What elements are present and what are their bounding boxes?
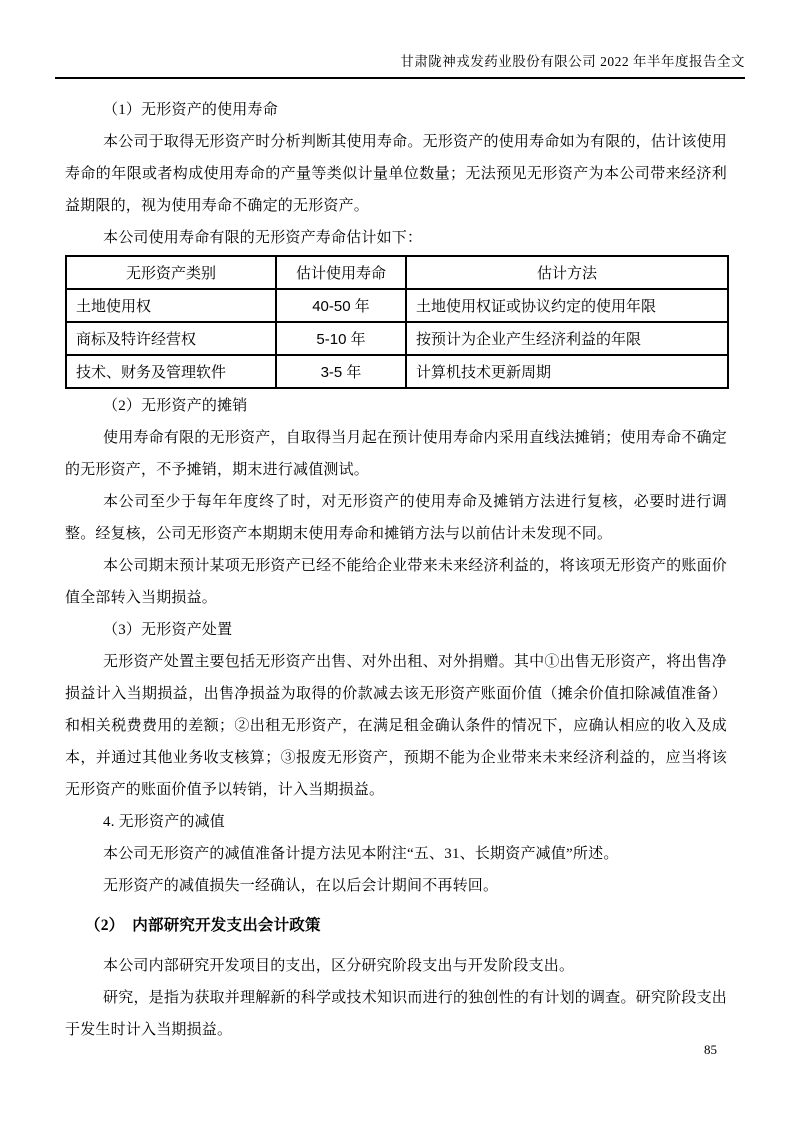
document-body [65,94,727,1046]
table-row [66,322,728,355]
table-header-row [66,256,728,289]
paragraph-impairment-1: 本公司无形资产的减值准备计提方法见本附注“五、31、长期资产减值”所述。 [103,846,619,862]
table-header-category: 无形资产类别 [66,256,276,289]
cell-category: 技术、财务及管理软件 [66,355,276,388]
cell-life: 5-10 年 [276,322,406,355]
report-header [55,50,745,79]
paragraph-rd-2: 研究，是指为获取并理解新的科学或技术知识而进行的独创性的有计划的调查。研究阶段支出于发生时计入当期损益。 [65,990,727,1038]
report-header-title: 甘肃陇神戎发药业股份有限公司 2022 年半年度报告全文 [400,54,745,69]
section-heading-rd-expenditure-policy: （2） 内部研究开发支出会计政策 [85,917,321,934]
section-heading-amortization: （2）无形资产的摊销 [103,398,248,414]
table-header-estimation-method: 估计方法 [406,256,728,289]
paragraph-useful-life-2: 本公司使用寿命有限的无形资产寿命估计如下： [103,230,423,246]
table-header-estimated-life: 估计使用寿命 [276,256,406,289]
paragraph-amortization-2: 本公司至少于每年年度终了时，对无形资产的使用寿命及摊销方法进行复核，必要时进行调整。经复核，公司无形资产本期期末使用寿命和摊销方法与以前估计未发现不同。 [65,494,727,542]
section-heading-useful-life: （1）无形资产的使用寿命 [103,102,278,118]
cell-category: 商标及特许经营权 [66,322,276,355]
cell-life: 3-5 年 [276,355,406,388]
paragraph-rd-1: 本公司内部研究开发项目的支出，区分研究阶段支出与开发阶段支出。 [103,958,575,974]
table-row [66,289,728,322]
cell-method: 计算机技术更新周期 [406,355,728,388]
section-heading-impairment: 4. 无形资产的减值 [103,814,226,830]
paragraph-useful-life-1: 本公司于取得无形资产时分析判断其使用寿命。无形资产的使用寿命如为有限的，估计该使用寿命的年限或者构成使用寿命的产量等类似计量单位数量；无法预见无形资产为本公司带来经济利益期限的，视为使用寿命不确定的无形资产。 [65,134,727,214]
intangible-assets-table [65,255,729,389]
table-row [66,355,728,388]
cell-method: 按预计为企业产生经济利益的年限 [406,322,728,355]
cell-method: 土地使用权证或协议约定的使用年限 [406,289,728,322]
paragraph-amortization-3: 本公司期末预计某项无形资产已经不能给企业带来未来经济利益的，将该项无形资产的账面价值全部转入当期损益。 [65,558,727,606]
paragraph-amortization-1: 使用寿命有限的无形资产，自取得当月起在预计使用寿命内采用直线法摊销；使用寿命不确定的无形资产，不予摊销，期末进行减值测试。 [65,430,727,478]
page-number: 85 [704,1042,717,1057]
cell-life: 40-50 年 [276,289,406,322]
cell-category: 土地使用权 [66,289,276,322]
paragraph-disposal-1: 无形资产处置主要包括无形资产出售、对外出租、对外捐赠。其中①出售无形资产，将出售净损益计入当期损益，出售净损益为取得的价款减去该无形资产账面价值（摊余价值扣除减值准备）和相关税费费用的差额；②出租无形资产，在满足租金确认条件的情况下，应确认相应的收入及成本，并通过其他业务收支核算；③报废无形资产，预期不能为企业带来未来经济利益的，应当将该无形资产的账面价值予以转销，计入当期损益。 [65,654,727,798]
paragraph-impairment-2: 无形资产的减值损失一经确认，在以后会计期间不再转回。 [103,878,499,894]
section-heading-disposal: （3）无形资产处置 [103,622,233,638]
